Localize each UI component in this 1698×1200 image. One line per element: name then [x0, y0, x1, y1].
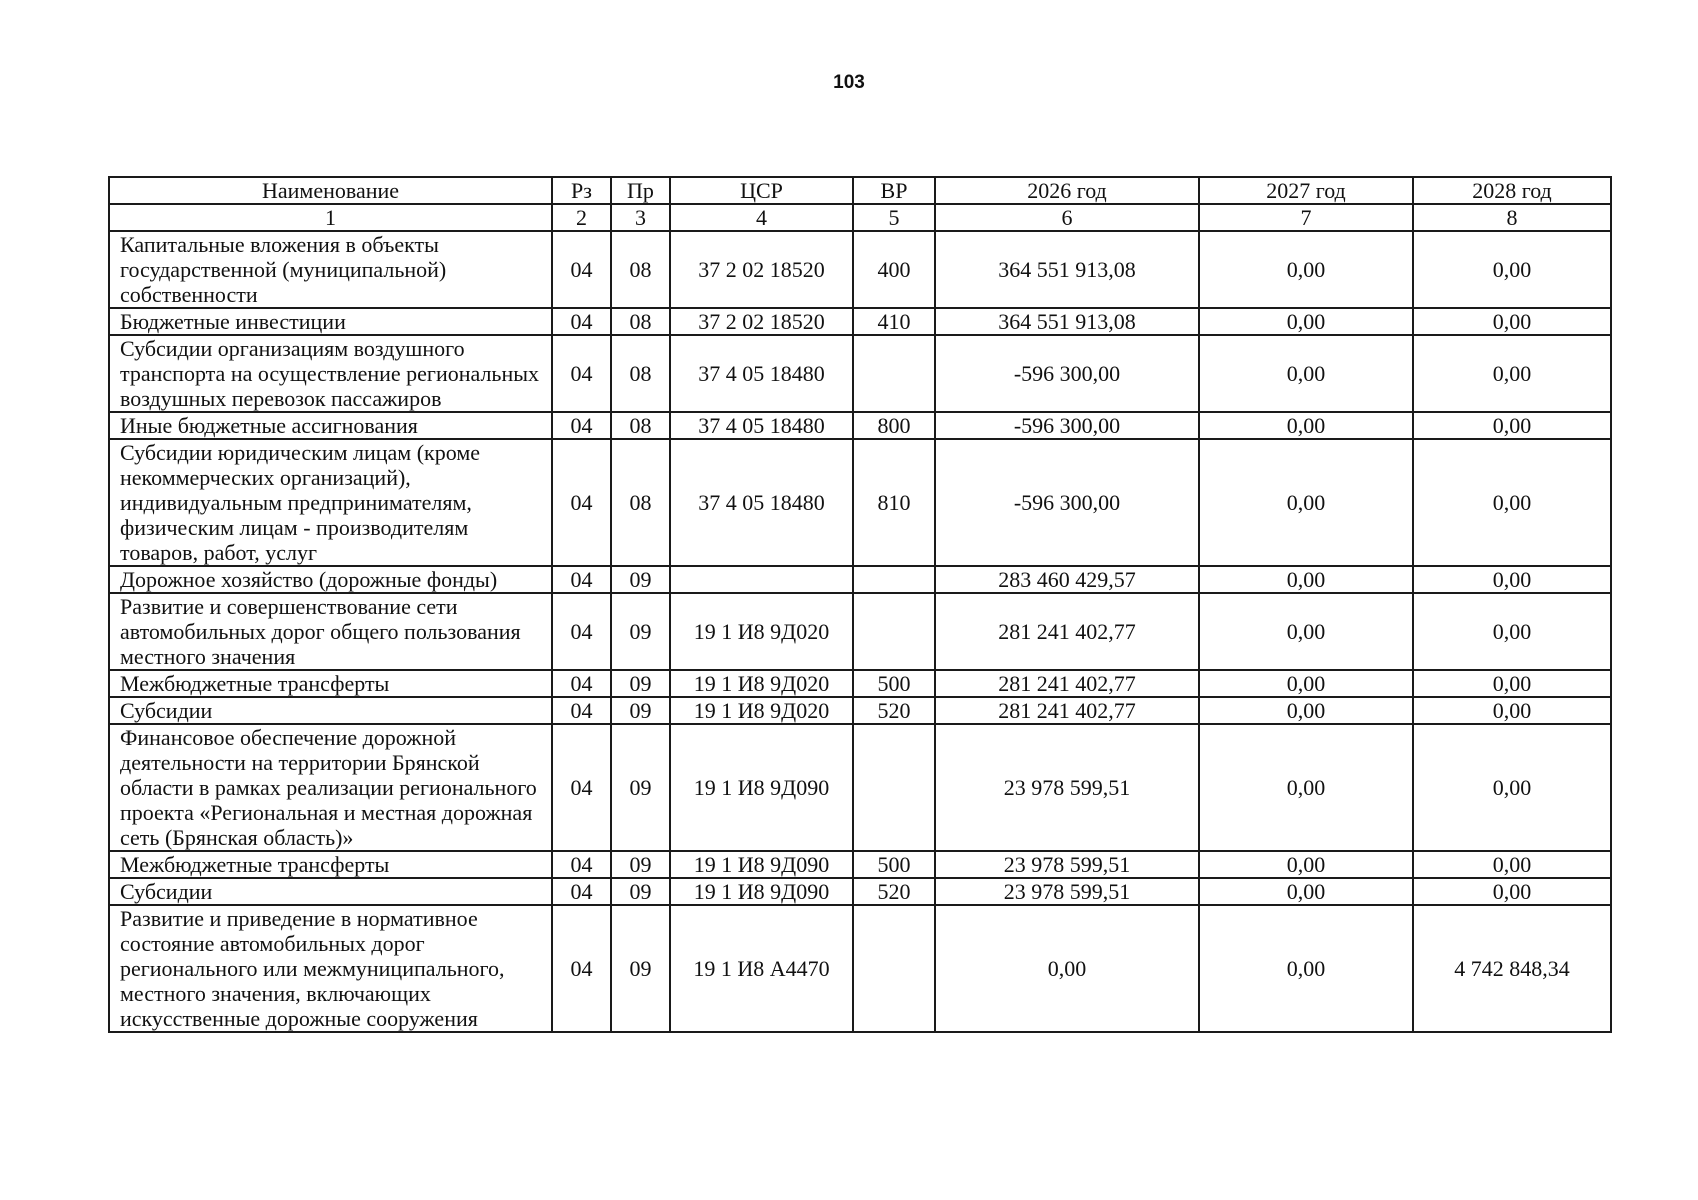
row-2027: 0,00: [1199, 697, 1413, 724]
row-2028: 0,00: [1413, 851, 1611, 878]
row-vr: [853, 724, 935, 851]
row-rz: 04: [552, 593, 611, 670]
row-2027: 0,00: [1199, 851, 1413, 878]
row-csr: 37 4 05 18480: [670, 335, 853, 412]
header-vr: ВР: [853, 177, 935, 204]
row-vr: [853, 905, 935, 1032]
row-name: Финансовое обеспечение дорожной деятельности на территории Брянской области в рамках реализации регионального проекта «Региональная и местная дорожная сеть (Брянская область)»: [109, 724, 552, 851]
row-2026: 283 460 429,57: [935, 566, 1199, 593]
row-name: Бюджетные инвестиции: [109, 308, 552, 335]
row-2026: 281 241 402,77: [935, 697, 1199, 724]
row-pr: 08: [611, 439, 670, 566]
row-2027: 0,00: [1199, 724, 1413, 851]
row-pr: 08: [611, 231, 670, 308]
row-csr: 19 1 И8 9Д020: [670, 593, 853, 670]
row-2027: 0,00: [1199, 335, 1413, 412]
column-number: 4: [670, 204, 853, 231]
row-rz: 04: [552, 439, 611, 566]
row-2028: 0,00: [1413, 412, 1611, 439]
table-row: [109, 308, 1611, 335]
row-vr: [853, 593, 935, 670]
row-name: Субсидии: [109, 878, 552, 905]
row-2026: -596 300,00: [935, 439, 1199, 566]
table-row: [109, 697, 1611, 724]
budget-table: [108, 176, 1612, 1033]
table-row: [109, 724, 1611, 851]
row-vr: 500: [853, 851, 935, 878]
row-2028: 0,00: [1413, 670, 1611, 697]
row-2027: 0,00: [1199, 905, 1413, 1032]
table-row: [109, 231, 1611, 308]
row-rz: 04: [552, 724, 611, 851]
row-2027: 0,00: [1199, 231, 1413, 308]
header-2026: 2026 год: [935, 177, 1199, 204]
row-2026: 23 978 599,51: [935, 724, 1199, 851]
row-pr: 08: [611, 308, 670, 335]
header-2027: 2027 год: [1199, 177, 1413, 204]
row-rz: 04: [552, 566, 611, 593]
page-number: 103: [833, 72, 865, 93]
row-pr: 09: [611, 566, 670, 593]
row-2027: 0,00: [1199, 439, 1413, 566]
row-2028: 0,00: [1413, 724, 1611, 851]
row-2028: 0,00: [1413, 878, 1611, 905]
row-2026: 0,00: [935, 905, 1199, 1032]
row-csr: 19 1 И8 9Д020: [670, 697, 853, 724]
row-2026: 23 978 599,51: [935, 878, 1199, 905]
row-2028: 0,00: [1413, 593, 1611, 670]
row-csr: 19 1 И8 9Д090: [670, 878, 853, 905]
table-row: [109, 439, 1611, 566]
row-name: Развитие и приведение в нормативное состояние автомобильных дорог регионального или межмуниципального, местного значения, включающих искусственные дорожные сооружения: [109, 905, 552, 1032]
row-2026: 281 241 402,77: [935, 593, 1199, 670]
row-pr: 09: [611, 593, 670, 670]
header-csr: ЦСР: [670, 177, 853, 204]
row-pr: 08: [611, 335, 670, 412]
row-2027: 0,00: [1199, 593, 1413, 670]
row-csr: 37 4 05 18480: [670, 439, 853, 566]
column-number: 3: [611, 204, 670, 231]
row-2026: -596 300,00: [935, 412, 1199, 439]
row-2028: 0,00: [1413, 308, 1611, 335]
row-name: Иные бюджетные ассигнования: [109, 412, 552, 439]
row-2027: 0,00: [1199, 670, 1413, 697]
row-pr: 09: [611, 670, 670, 697]
table-row: [109, 566, 1611, 593]
row-name: Межбюджетные трансферты: [109, 670, 552, 697]
row-pr: 09: [611, 697, 670, 724]
row-vr: 520: [853, 697, 935, 724]
row-2026: 364 551 913,08: [935, 308, 1199, 335]
header-pr: Пр: [611, 177, 670, 204]
header-row: [109, 177, 1611, 204]
table-row: [109, 335, 1611, 412]
row-rz: 04: [552, 670, 611, 697]
row-vr: 500: [853, 670, 935, 697]
row-2026: 23 978 599,51: [935, 851, 1199, 878]
row-pr: 08: [611, 412, 670, 439]
column-number: 5: [853, 204, 935, 231]
row-2027: 0,00: [1199, 412, 1413, 439]
row-rz: 04: [552, 905, 611, 1032]
row-name: Дорожное хозяйство (дорожные фонды): [109, 566, 552, 593]
row-pr: 09: [611, 851, 670, 878]
column-number: 6: [935, 204, 1199, 231]
row-2026: -596 300,00: [935, 335, 1199, 412]
row-name: Развитие и совершенствование сети автомобильных дорог общего пользования местного значения: [109, 593, 552, 670]
row-name: Субсидии юридическим лицам (кроме некоммерческих организаций), индивидуальным предпринимателям, физическим лицам - производителям товаров, работ, услуг: [109, 439, 552, 566]
row-vr: 800: [853, 412, 935, 439]
row-csr: 37 4 05 18480: [670, 412, 853, 439]
row-rz: 04: [552, 851, 611, 878]
table-row: [109, 670, 1611, 697]
table-row: [109, 905, 1611, 1032]
row-rz: 04: [552, 231, 611, 308]
row-pr: 09: [611, 905, 670, 1032]
row-2026: 281 241 402,77: [935, 670, 1199, 697]
row-csr: 19 1 И8 9Д020: [670, 670, 853, 697]
row-rz: 04: [552, 697, 611, 724]
row-vr: [853, 335, 935, 412]
table-row: [109, 593, 1611, 670]
row-vr: 810: [853, 439, 935, 566]
row-csr: 19 1 И8 9Д090: [670, 851, 853, 878]
row-2028: 0,00: [1413, 439, 1611, 566]
row-2028: 4 742 848,34: [1413, 905, 1611, 1032]
row-2027: 0,00: [1199, 308, 1413, 335]
header-rz: Рз: [552, 177, 611, 204]
row-2028: 0,00: [1413, 231, 1611, 308]
row-name: Капитальные вложения в объекты государственной (муниципальной) собственности: [109, 231, 552, 308]
table-row: [109, 851, 1611, 878]
table-row: [109, 878, 1611, 905]
row-csr: 19 1 И8 9Д090: [670, 724, 853, 851]
row-name: Субсидии: [109, 697, 552, 724]
row-2028: 0,00: [1413, 335, 1611, 412]
row-rz: 04: [552, 412, 611, 439]
row-pr: 09: [611, 878, 670, 905]
row-csr: 37 2 02 18520: [670, 308, 853, 335]
row-2027: 0,00: [1199, 878, 1413, 905]
row-name: Межбюджетные трансферты: [109, 851, 552, 878]
column-number: 8: [1413, 204, 1611, 231]
row-rz: 04: [552, 878, 611, 905]
row-name: Субсидии организациям воздушного транспорта на осуществление региональных воздушных перевозок пассажиров: [109, 335, 552, 412]
column-number: 1: [109, 204, 552, 231]
column-number: 7: [1199, 204, 1413, 231]
row-rz: 04: [552, 308, 611, 335]
row-rz: 04: [552, 335, 611, 412]
row-csr: 19 1 И8 А4470: [670, 905, 853, 1032]
row-2027: 0,00: [1199, 566, 1413, 593]
header-name: Наименование: [109, 177, 552, 204]
table-row: [109, 412, 1611, 439]
row-2028: 0,00: [1413, 697, 1611, 724]
row-vr: 520: [853, 878, 935, 905]
row-vr: 400: [853, 231, 935, 308]
row-vr: [853, 566, 935, 593]
header-2028: 2028 год: [1413, 177, 1611, 204]
row-vr: 410: [853, 308, 935, 335]
column-number: 2: [552, 204, 611, 231]
row-pr: 09: [611, 724, 670, 851]
column-number-row: [109, 204, 1611, 231]
row-2026: 364 551 913,08: [935, 231, 1199, 308]
row-csr: [670, 566, 853, 593]
row-csr: 37 2 02 18520: [670, 231, 853, 308]
row-2028: 0,00: [1413, 566, 1611, 593]
